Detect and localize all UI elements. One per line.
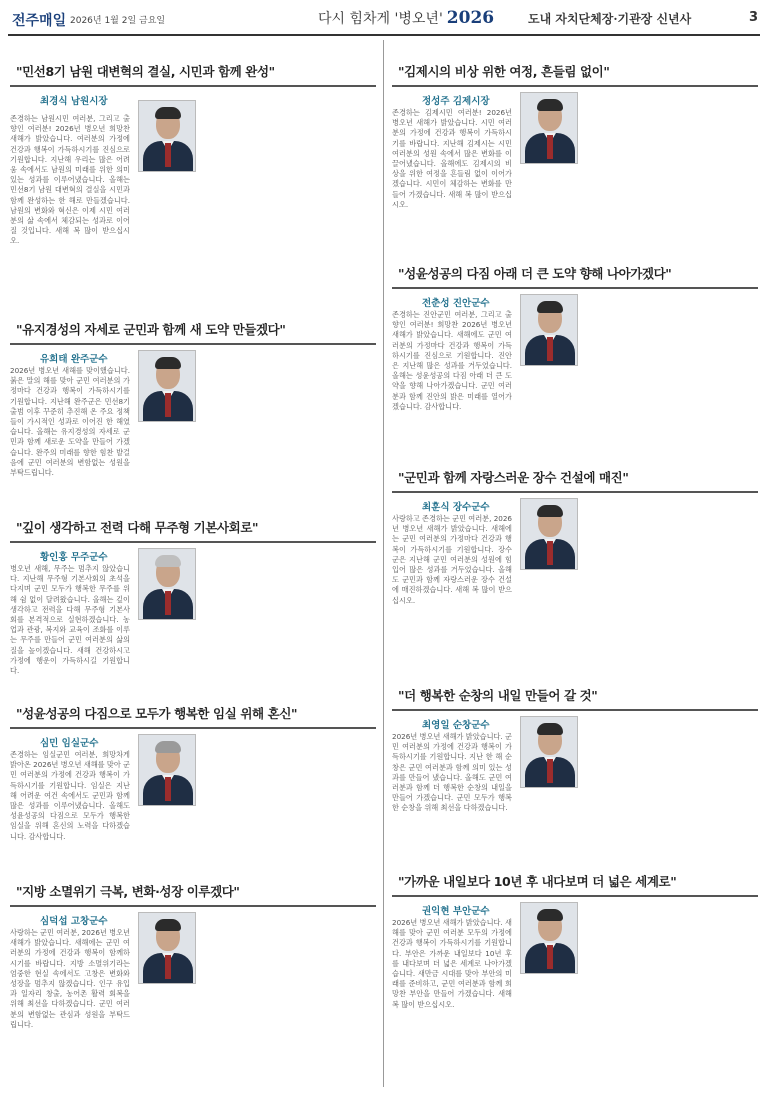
article-body-cont — [202, 114, 282, 294]
article-body: 2026년 병오년 새해가 밝았습니다. 군민 여러분의 가정에 건강과 행복이 가득하시기를 기원합니다. 지난 한 해 순창은 군민 여러분과 함께 의미 있는 성과를 만들어 냈습니다. 올해도 군민 여러분과 함께 더 행복한 순창의 내일을 만들어 가겠습니다. 군민 모두가 행복한 순창을 위해 최선을 다하겠습니다. — [392, 732, 512, 813]
page-number: 3 — [748, 10, 758, 25]
article-jinan — [392, 262, 758, 452]
column-divider — [383, 40, 384, 1087]
article-headline: "유지경성의 자세로 군민과 함께 새 도약 만들겠다" — [10, 318, 376, 345]
section-subtitle: 도내 자치단체장·기관장 신년사 — [528, 12, 692, 26]
article-body: 존경하는 진안군민 여러분, 그리고 출향인 여러분! 희망찬 2026년 병오년 새해가 밝았습니다. 새해에도 군민 여러분의 가정마다 건강과 행복이 가득하시기를 진심으로 기원합니다. 진안은 지난해 많은 성과를 거두었습니다. 올해는 성윤성공의 다짐 아래 더 큰 도약을 향해 나아가겠습니다. 군민 여러분과 함께 진안의 밝은 미래를 열어가겠습니다. 감사합니다. — [392, 310, 512, 411]
portrait-photo — [138, 734, 196, 806]
portrait-photo — [520, 294, 578, 366]
portrait-photo — [138, 548, 196, 620]
section-title-text: 다시 힘차게 '병오년' — [318, 11, 443, 27]
article-body: 병오년 새해, 무주는 멈추지 않았습니다. 지난해 무주형 기본사회의 초석을 다지며 군민 모두가 행복한 무주를 위해 쉼 없이 달려왔습니다. 올해는 깊이 생각하고 전력을 다해 무주형 기본사회를 본격적으로 실현하겠습니다. 농업과 관광, 복지와 교육이 조화를 이루는 무주를 만들어 군민 여러분의 삶의 질을 높이겠습니다. 새해 건강하시고 가정에 행운이 가득하시길 기원합니다. — [10, 564, 130, 676]
article-jangsu — [392, 466, 758, 656]
article-body: 사랑하는 군민 여러분, 2026년 병오년 새해가 밝았습니다. 새해에는 군민 여러분의 가정에 건강과 행복이 함께하시기를 바랍니다. 지방 소멸위기라는 엄중한 현실 속에서도 고창은 변화와 성장을 멈추지 않겠습니다. 인구 유입과 일자리 창출, 농어촌 활력 회복을 위해 최선을 다하겠습니다. 군민 여러분의 변함없는 관심과 성원을 부탁드립니다. — [10, 928, 130, 1029]
article-imsil — [10, 702, 376, 867]
portrait-photo — [520, 92, 578, 164]
article-body: 존경하는 임실군민 여러분, 희망차게 밝아온 2026년 병오년 새해를 맞아 군민 여러분의 가정에 건강과 행복이 가득하시기를 기원합니다. 임실은 지난해 어려운 여건 속에서도 군민과 함께 많은 성과를 이루어냈습니다. 올해도 성윤성공의 다짐으로 모두가 행복한 임실을 위해 혼신의 노력을 다하겠습니다. 감사합니다. — [10, 750, 130, 841]
article-body: 사랑하고 존경하는 군민 여러분, 2026년 병오년 새해가 밝았습니다. 새해에는 군민 여러분의 가정마다 건강과 행복이 가득하시기를 기원합니다. 장수군은 지난해 군민 여러분의 성원에 힘입어 많은 성과를 거두었습니다. 올해도 군민과 함께 자랑스러운 장수 건설에 매진하겠습니다. 새해 복 많이 받으십시오. — [392, 514, 512, 605]
article-headline: "성윤성공의 다짐 아래 더 큰 도약 향해 나아가겠다" — [392, 262, 758, 289]
paper-name: 전주매일 — [12, 13, 67, 29]
article-body: 2026년 병오년 새해가 밝았습니다. 새해를 맞아 군민 여러분 모두의 가정에 건강과 행복이 가득하시기를 기원합니다. 부안은 가까운 내일보다 10년 후를 내다보며 더 넓은 세계로 나아가겠습니다. 새만금 시대를 맞아 부안의 미래를 준비하고, 군민 여러분과 함께 희망찬 부안을 만들어 가겠습니다. 새해 복 많이 받으십시오. — [392, 918, 512, 1009]
article-byline: 정성주 김제시장 — [422, 96, 490, 107]
article-byline: 심덕섭 고창군수 — [40, 916, 108, 927]
portrait-photo — [138, 100, 196, 172]
article-wanju — [10, 318, 376, 503]
article-headline: "민선8기 남원 대변혁의 결실, 시민과 함께 완성" — [10, 60, 376, 87]
article-byline: 권익현 부안군수 — [422, 906, 490, 917]
article-body: 존경하는 남원시민 여러분, 그리고 출향인 여러분! 2026년 병오년 희망찬 새해가 밝았습니다. 여러분의 가정에 건강과 행복이 가득하시기를 진심으로 기원합니다. 지난해 우리는 많은 어려움 속에서도 남원의 미래를 위한 의미 있는 성과를 이루어냈습니다. 올해는 민선8기 남원 대변혁의 결실을 시민과 함께 완성하는 한 해로 만들겠습니다. 남원의 변화와 혁신은 이제 시민 여러분의 삶 속에서 체감되는 성과로 이어질 것입니다. 새해 복 많이 받으십시오. — [10, 114, 130, 246]
article-byline: 최경식 남원시장 — [40, 96, 108, 107]
article-headline: "성윤성공의 다짐으로 모두가 행복한 임실 위해 혼신" — [10, 702, 376, 729]
article-headline: "군민과 함께 자랑스러운 장수 건설에 매진" — [392, 466, 758, 493]
article-byline: 황인홍 무주군수 — [40, 552, 108, 563]
article-headline: "더 행복한 순창의 내일 만들어 갈 것" — [392, 684, 758, 711]
issue-date: 2026년 1월 2일 금요일 — [70, 16, 166, 26]
article-byline: 전춘성 진안군수 — [422, 298, 490, 309]
article-byline: 최훈식 장수군수 — [422, 502, 490, 513]
article-body: 2026년 병오년 새해를 맞이했습니다. 붉은 말의 해를 맞아 군민 여러분의 가정마다 건강과 행복이 가득하시기를 기원합니다. 지난해 완주군은 민선8기 출범 이후 꾸준히 추진해 온 주요 정책들이 가시적인 성과로 이어진 한 해였습니다. 올해는 유지경성의 자세로 군민과 함께 새로운 도약을 만들어 가겠습니다. 완주의 미래를 향한 힘찬 발걸음에 군민 여러분의 변함없는 성원을 부탁드립니다. — [10, 366, 130, 478]
article-buan — [392, 870, 758, 1085]
section-year: 2026 — [446, 8, 495, 28]
article-gimje — [392, 60, 758, 255]
portrait-photo — [138, 912, 196, 984]
article-headline: "지방 소멸위기 극복, 변화·성장 이루겠다" — [10, 880, 376, 907]
article-byline: 심민 임실군수 — [40, 738, 99, 749]
portrait-photo — [520, 498, 578, 570]
masthead — [8, 4, 760, 36]
portrait-photo — [138, 350, 196, 422]
article-headline: "가까운 내일보다 10년 후 내다보며 더 넓은 세계로" — [392, 870, 758, 897]
article-sunchang — [392, 684, 758, 854]
article-muju — [10, 516, 376, 686]
portrait-photo — [520, 902, 578, 974]
article-body: 존경하는 김제시민 여러분! 2026년 병오년 새해가 밝았습니다. 시민 여러분의 가정에 건강과 행복이 가득하시기를 바랍니다. 지난해 김제시는 시민 여러분의 성원 속에서 많은 변화를 이끌어냈습니다. 올해에도 김제시의 비상을 위한 여정을 흔들림 없이 이어가겠습니다. 시민이 체감하는 변화를 만들어 가겠습니다. 새해 복 많이 받으십시오. — [392, 108, 512, 209]
article-namwon — [10, 60, 376, 300]
section-title — [318, 8, 494, 28]
article-headline: "깊이 생각하고 전력 다해 무주형 기본사회로" — [10, 516, 376, 543]
portrait-photo — [520, 716, 578, 788]
article-gochang — [10, 880, 376, 1085]
article-byline: 유희태 완주군수 — [40, 354, 108, 365]
article-headline: "김제시의 비상 위한 여정, 흔들림 없이" — [392, 60, 758, 87]
article-byline: 최영일 순창군수 — [422, 720, 490, 731]
